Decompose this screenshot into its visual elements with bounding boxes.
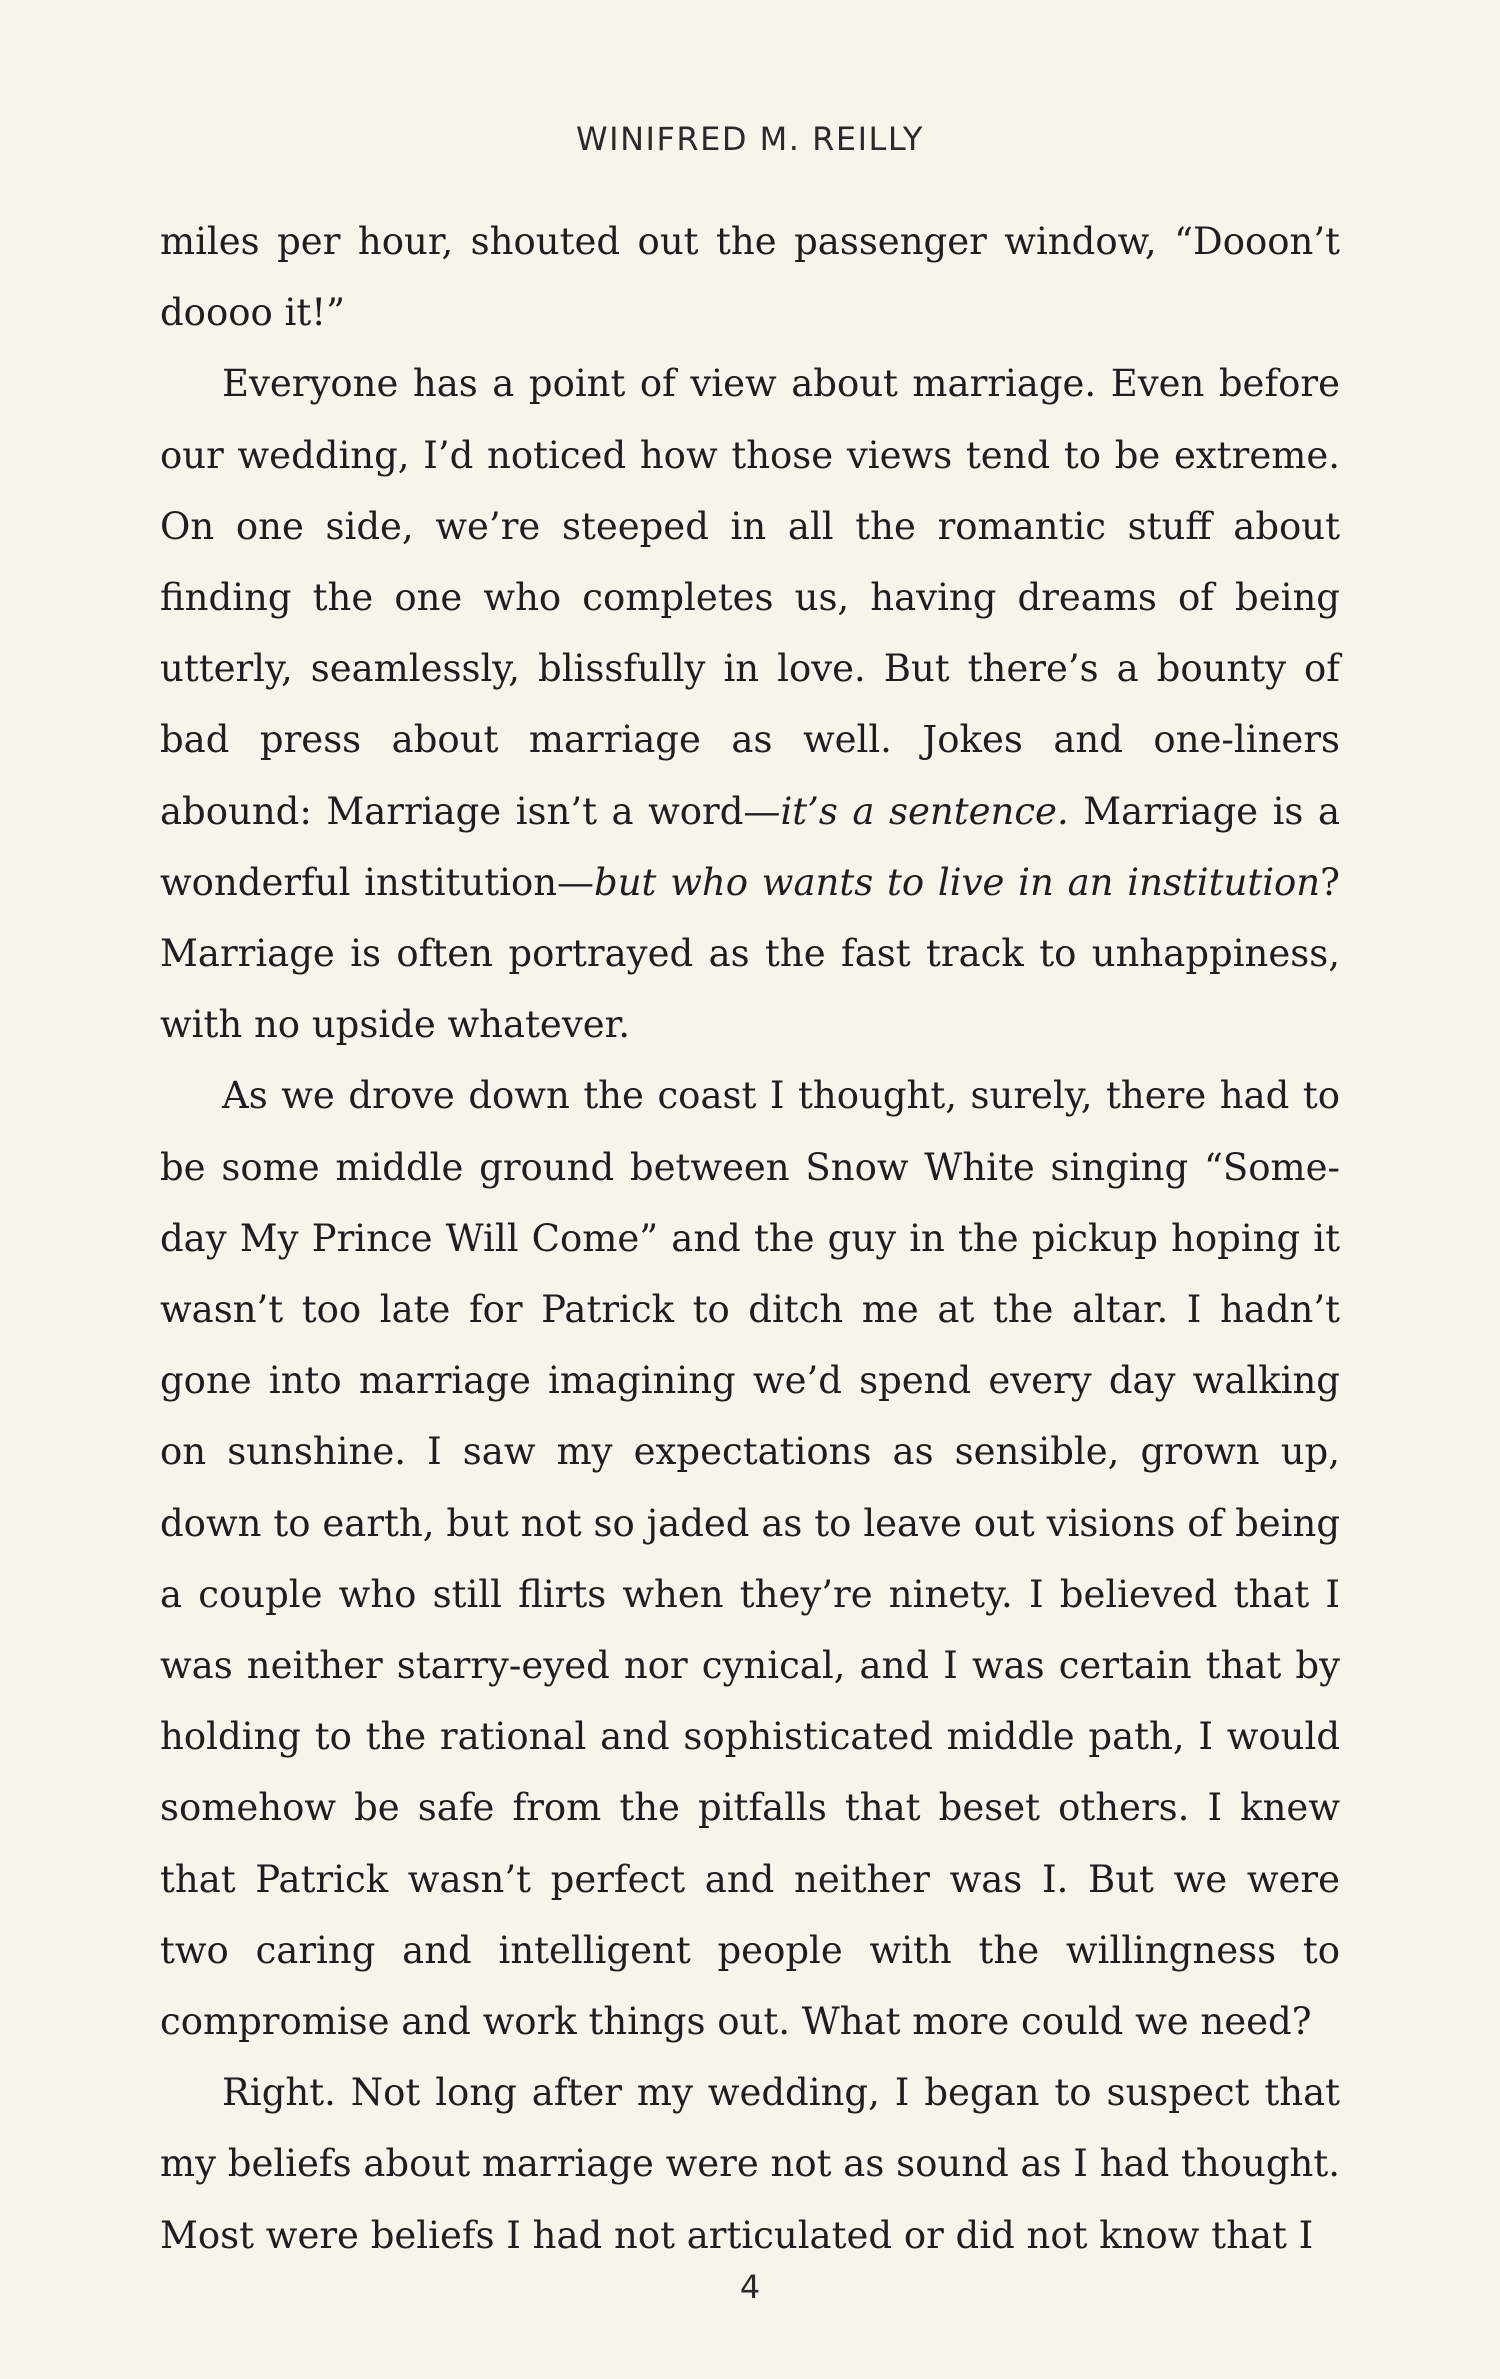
paragraph-2-text-e: ? Marriage is often portrayed as the fast track to unhappiness, with no upside whatever. xyxy=(160,860,1340,1047)
paragraph-2-text-c: Marriage is a wonderful institution— xyxy=(160,789,1340,904)
running-head: WINIFRED M. REILLY xyxy=(576,120,924,158)
paragraph-2-italic-b: it’s a sentence. xyxy=(780,789,1069,833)
paragraph-3: As we drove down the coast I thought, surely, there had to be some middle ground between Snow White singing “Someday My Prince Will Come” and the guy in the pickup hoping it wasn’t too late for Patrick to ditch me at the altar. I hadn’t gone into marriage imagining we’d spend every day walking on sunshine. I saw my expectations as sensible, grown up, down to earth, but not so jaded as to leave out visions of being a couple who still flirts when they’re ninety. I believed that I was neither starry-eyed nor cynical, and I was certain that by holding to the rational and sophisticated middle path, I would somehow be safe from the pitfalls that beset others. I knew that Patrick wasn’t perfect and neither was I. But we were two caring and intelligent people with the willingness to compromise and work things out. What more could we need? xyxy=(160,1074,1340,2044)
body-text xyxy=(160,206,1340,2271)
paragraph-2 xyxy=(160,348,1340,1060)
paragraph-4: Right. Not long after my wedding, I began to suspect that my beliefs about marriage were not as sound as I had thought. Most were beliefs I had not articulated or did not know that I xyxy=(160,2071,1340,2257)
paragraph-1: miles per hour, shouted out the passenger window, “Dooon’t doooo it!” xyxy=(160,220,1340,335)
paragraph-2-italic-d: but who wants to live in an institution xyxy=(594,860,1321,904)
paragraph-2-text-a: Everyone has a point of view about marriage. Even before our wedding, I’d noticed how those views tend to be extreme. On one side, we’re steeped in all the romantic stuff about finding the one who completes us, having dreams of being utterly, seamlessly, blissfully in love. But there’s a bounty of bad press about marriage as well. Jokes and one-liners abound: Marriage isn’t a word— xyxy=(160,362,1340,833)
page-number: 4 xyxy=(739,2268,761,2306)
